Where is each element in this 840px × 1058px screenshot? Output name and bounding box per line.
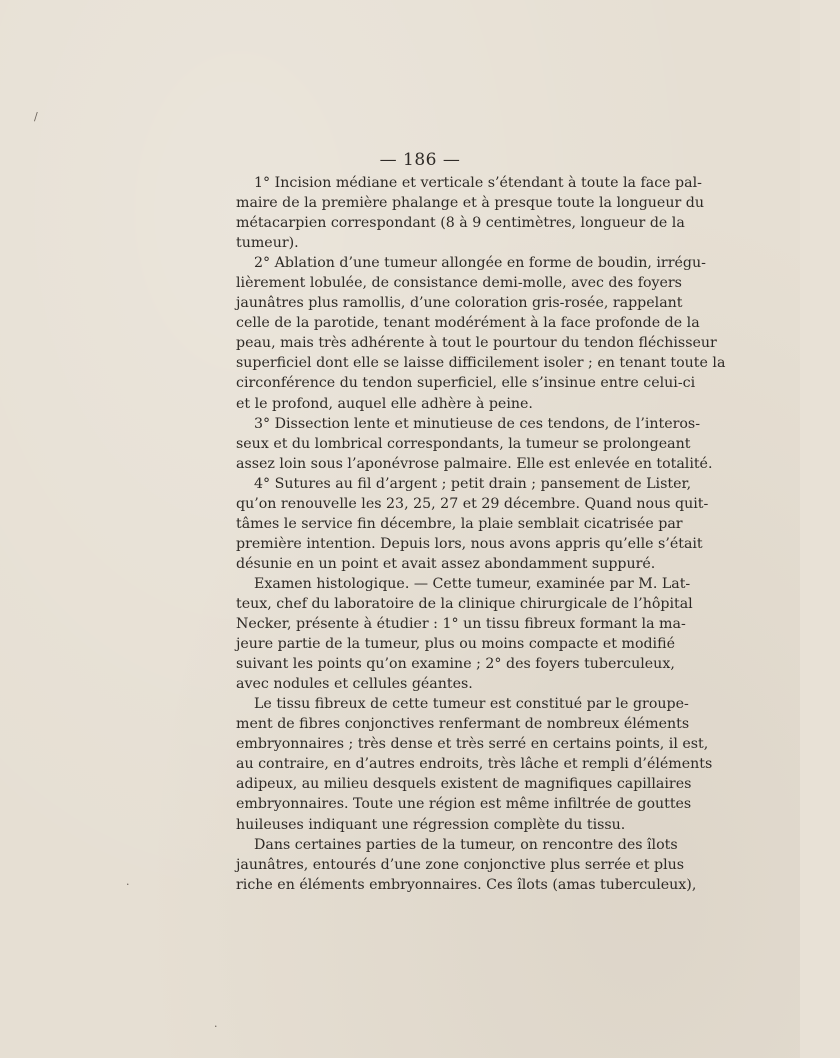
paragraph-5 — [236, 574, 693, 694]
text-line: embryonnaires ; très dense et très serré en certains points, il est, — [236, 736, 709, 753]
text-line: jaunâtres plus ramollis, d’une coloration gris-rosée, rappelant — [236, 295, 683, 312]
page-number: — 186 — — [379, 150, 461, 170]
text-line: suivant les points qu’on examine ; 2° des foyers tuberculeux, — [236, 656, 675, 673]
text-line: circonférence du tendon superficiel, elle s’insinue entre celui-ci — [236, 375, 696, 392]
text-line: 1° Incision médiane et verticale s’étendant à toute la face pal- — [254, 175, 702, 191]
text-line: maire de la première phalange et à presque toute la longueur du — [236, 195, 704, 212]
text-line: métacarpien correspondant (8 à 9 centimètres, longueur de la — [236, 215, 685, 232]
text-line: 2° Ablation d’une tumeur allongée en forme de boudin, irrégu- — [254, 255, 706, 272]
text-line: 4° Sutures au fil d’argent ; petit drain ; pansement de Lister, — [254, 475, 692, 492]
text-line: 3° Dissection lente et minutieuse de ces tendons, de l’interos- — [254, 415, 701, 432]
text-line: superficiel dont elle se laisse difficilement isoler ; en tenant toute la — [236, 355, 726, 372]
text-line: seux et du lombrical correspondants, la tumeur se prolongeant — [236, 435, 691, 452]
paragraph-4 — [236, 474, 709, 574]
text-line: riche en éléments embryonnaires. Ces îlots (amas tuberculeux), — [236, 876, 697, 893]
text-line: teux, chef du laboratoire de la clinique chirurgicale de l’hôpital — [236, 595, 693, 612]
text-line: adipeux, au milieu desquels existent de magnifiques capillaires — [236, 776, 692, 793]
body-text — [236, 173, 726, 895]
text-line: désunie en un point et avait assez abondamment suppuré. — [236, 555, 656, 572]
text-line: assez loin sous l’aponévrose palmaire. Elle est enlevée en totalité. — [236, 455, 713, 472]
text-line: embryonnaires. Toute une région est même infiltrée de gouttes — [236, 796, 692, 813]
text-line: tâmes le service fin décembre, la plaie semblait cicatrisée par — [236, 515, 683, 532]
text-line: au contraire, en d’autres endroits, très lâche et rempli d’éléments — [236, 756, 713, 773]
text-line: tumeur). — [236, 235, 299, 252]
paragraph-7 — [236, 835, 697, 895]
text-line: Le tissu fibreux de cette tumeur est constitué par le groupe- — [254, 696, 689, 713]
paragraph-3 — [236, 414, 713, 474]
text-line: qu’on renouvelle les 23, 25, 27 et 29 décembre. Quand nous quit- — [236, 495, 709, 512]
text-line: Examen histologique. — Cette tumeur, examinée par M. Lat- — [254, 575, 691, 592]
text-line: jeure partie de la tumeur, plus ou moins compacte et modifié — [236, 636, 675, 653]
paragraph-1 — [236, 173, 704, 253]
text-line: Dans certaines parties de la tumeur, on rencontre des îlots — [254, 836, 678, 853]
scan-speck: · — [214, 1020, 218, 1033]
text-line: et le profond, auquel elle adhère à peine. — [236, 395, 533, 412]
text-line: ment de fibres conjonctives renfermant de nombreux éléments — [236, 716, 690, 733]
paragraph-6 — [236, 694, 713, 834]
text-line: Necker, présente à étudier : 1° un tissu fibreux formant la ma- — [236, 616, 686, 633]
text-line: celle de la parotide, tenant modérément à la face profonde de la — [236, 315, 700, 332]
text-line: première intention. Depuis lors, nous avons appris qu’elle s’était — [236, 535, 703, 552]
text-line: jaunâtres, entourés d’une zone conjonctive plus serrée et plus — [236, 856, 685, 873]
text-line: peau, mais très adhérente à tout le pourtour du tendon fléchisseur — [236, 335, 717, 352]
text-line: avec nodules et cellules géantes. — [236, 676, 473, 693]
scan-speck: / — [34, 110, 38, 123]
scan-speck: · — [126, 878, 130, 891]
paragraph-2 — [236, 253, 726, 413]
text-line: lièrement lobulée, de consistance demi-molle, avec des foyers — [236, 275, 682, 292]
text-line: huileuses indiquant une régression complète du tissu. — [236, 816, 626, 833]
